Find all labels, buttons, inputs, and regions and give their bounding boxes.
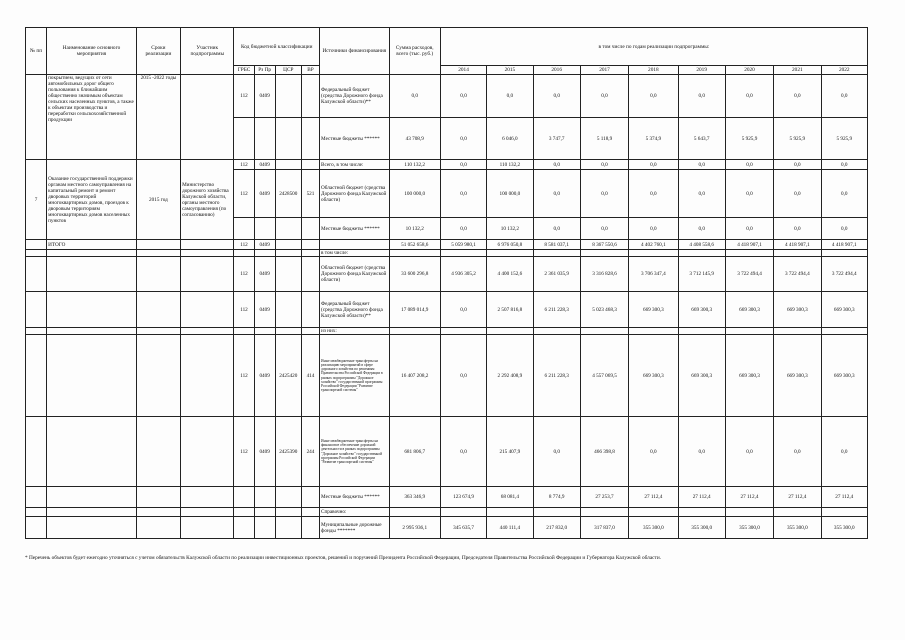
csr-cell: 2428500 xyxy=(275,170,301,218)
year-cell: 217 832,0 xyxy=(533,517,580,539)
year-cell: 0,0 xyxy=(725,417,773,487)
rzpr-cell: 0409 xyxy=(254,292,275,328)
year-cell: 345 635,7 xyxy=(440,517,486,539)
year-cell: 27 112,4 xyxy=(629,487,678,508)
year-cell: 27 253,7 xyxy=(580,487,628,508)
year-cell: 0,0 xyxy=(774,218,821,240)
total-cell: 100 000,0 xyxy=(389,170,440,218)
year-cell: 3 722 494,4 xyxy=(821,257,868,292)
year-cell: 0,0 xyxy=(678,417,725,487)
grbs-cell: 112 xyxy=(234,75,254,118)
year-cell: 0,0 xyxy=(774,160,821,170)
year-cell: 5 374,9 xyxy=(629,118,678,160)
year-header: 2022 xyxy=(821,66,868,75)
table-row xyxy=(26,250,868,257)
year-cell: 0,0 xyxy=(629,160,678,170)
source-cell: Местные бюджеты ****** xyxy=(320,218,389,240)
year-cell: 355 300,0 xyxy=(821,517,868,539)
source-cell: Федеральный бюджет (средства Дорожного фонда Калужской области)** xyxy=(320,292,389,328)
year-cell: 0,0 xyxy=(629,218,678,240)
year-cell: 0,0 xyxy=(440,417,486,487)
year-cell: 6 046,0 xyxy=(487,118,533,160)
rzpr-cell: 0409 xyxy=(254,75,275,118)
grbs-cell: 112 xyxy=(234,417,254,487)
year-cell: 669 300,3 xyxy=(629,292,678,328)
year-cell: 0,0 xyxy=(440,218,486,240)
year-cell: 0,0 xyxy=(821,170,868,218)
year-cell: 3 316 828,6 xyxy=(580,257,628,292)
year-header: 2014 xyxy=(440,66,486,75)
grbs-cell: 112 xyxy=(234,170,254,218)
table-row xyxy=(26,75,868,118)
year-cell: 3 712 145,9 xyxy=(678,257,725,292)
total-cell: 0,0 xyxy=(389,75,440,118)
itogo-label: ИТОГО xyxy=(47,240,137,250)
year-cell: 27 112,4 xyxy=(821,487,868,508)
col-num: № пп xyxy=(26,28,47,75)
year-cell: 4 402 760,1 xyxy=(629,240,678,250)
col-by-year: в том числе по годам реализации подпрограммы: xyxy=(440,28,867,66)
year-cell: 0,0 xyxy=(440,170,486,218)
year-cell: 6 211 228,3 xyxy=(533,335,580,417)
col-grbs: ГРБС xyxy=(234,66,254,75)
year-cell: 669 300,3 xyxy=(774,335,821,417)
table-row xyxy=(26,292,868,328)
year-cell: 0,0 xyxy=(440,292,486,328)
year-cell: 669 300,3 xyxy=(725,335,773,417)
year-cell: 123 674,9 xyxy=(440,487,486,508)
year-cell: 3 722 494,4 xyxy=(725,257,773,292)
source-cell: Иные межбюджетные трансферты на реализацию мероприятий в сфере дорожного хозяйства по решениям Правительства Российской Федерации в рамках подпрограммы "Дорожное хозяйство" государственной программы Российской Федерации "Развитие транспортной системы" xyxy=(320,335,389,417)
source-cell: Областной бюджет (средства Дорожного фонда Калужской области) xyxy=(320,170,389,218)
year-cell: 0,0 xyxy=(725,218,773,240)
year-cell: 0,0 xyxy=(629,75,678,118)
total-cell: 110 132,2 xyxy=(389,160,440,170)
year-cell: 355 300,0 xyxy=(725,517,773,539)
source-cell: Местные бюджеты ****** xyxy=(320,118,389,160)
year-header: 2017 xyxy=(580,66,628,75)
year-cell: 0,0 xyxy=(821,160,868,170)
year-cell: 0,0 xyxy=(533,160,580,170)
year-header: 2016 xyxy=(533,66,580,75)
year-cell: 4 418 907,1 xyxy=(821,240,868,250)
year-cell: 0,0 xyxy=(440,75,486,118)
of-them-label: из них: xyxy=(320,328,389,335)
year-cell: 100 000,0 xyxy=(487,170,533,218)
table-row xyxy=(26,517,868,539)
year-cell: 0,0 xyxy=(629,417,678,487)
col-budget-code: Код бюджетной классификации xyxy=(234,28,320,66)
col-sources: Источники финансирования xyxy=(320,28,389,75)
source-cell: Муниципальные дорожные фонды ******* xyxy=(320,517,389,539)
year-cell: 0,0 xyxy=(774,170,821,218)
activity-term: 2015 -2022 годы xyxy=(136,75,180,160)
year-cell: 4 557 069,5 xyxy=(580,335,628,417)
col-name: Наименование основного мероприятия xyxy=(47,28,137,75)
rzpr-cell: 0409 xyxy=(254,335,275,417)
year-cell: 669 300,3 xyxy=(629,335,678,417)
year-cell: 27 112,4 xyxy=(678,487,725,508)
year-cell: 0,0 xyxy=(678,170,725,218)
year-cell: 669 300,3 xyxy=(821,292,868,328)
year-cell: 0,0 xyxy=(678,160,725,170)
source-cell: Местные бюджеты ****** xyxy=(320,487,389,508)
year-cell: 0,0 xyxy=(725,75,773,118)
year-cell: 669 300,3 xyxy=(678,335,725,417)
year-cell: 8 581 037,1 xyxy=(533,240,580,250)
year-cell: 110 132,2 xyxy=(487,160,533,170)
year-header: 2020 xyxy=(725,66,773,75)
total-cell: 16 407 208,2 xyxy=(389,335,440,417)
year-cell: 2 507 816,8 xyxy=(487,292,533,328)
year-cell: 0,0 xyxy=(678,218,725,240)
col-total: Сумма расходов, всего (тыс. руб.) xyxy=(389,28,440,75)
year-cell: 68 081,4 xyxy=(487,487,533,508)
year-header: 2021 xyxy=(774,66,821,75)
year-cell: 8 774,9 xyxy=(533,487,580,508)
table-row xyxy=(26,335,868,417)
year-cell: 669 300,3 xyxy=(725,292,773,328)
year-cell: 27 112,4 xyxy=(774,487,821,508)
year-cell: 27 112,4 xyxy=(725,487,773,508)
year-cell: 0,0 xyxy=(580,160,628,170)
year-cell: 10 132,2 xyxy=(487,218,533,240)
rzpr-cell: 0409 xyxy=(254,257,275,292)
col-term: Сроки реализации xyxy=(136,28,180,75)
col-vr: ВР xyxy=(301,66,319,75)
table-row xyxy=(26,417,868,487)
activity-name: Оказание государственной поддержки органам местного самоуправления на капитальный ремонт и ремонт дворовых территорий многоквартирных домов, проездов к дворовым территориям многоквартирных домов населенных пунктов xyxy=(47,160,137,240)
year-cell: 4 418 907,1 xyxy=(725,240,773,250)
activity-name: покрытием, ведущих от сети автомобильных дорог общего пользования к ближайшим общественно значимым объектам сельских населенных пунктов, а также к объектам производства и переработки сельскохозяйственной продукции xyxy=(47,75,137,160)
activity-number: 7 xyxy=(26,160,47,240)
total-cell: 33 600 296,8 xyxy=(389,257,440,292)
year-header: 2018 xyxy=(629,66,678,75)
vr-cell: 244 xyxy=(301,417,319,487)
activity-term: 2015 год xyxy=(136,160,180,240)
grbs-cell: 112 xyxy=(234,335,254,417)
year-cell: 440 111,4 xyxy=(487,517,533,539)
grbs-cell: 112 xyxy=(234,240,254,250)
reference-label: Справочно: xyxy=(320,508,389,517)
total-cell: 43 708,9 xyxy=(389,118,440,160)
year-cell: 4 400 152,6 xyxy=(487,257,533,292)
year-cell: 0,0 xyxy=(533,218,580,240)
year-cell: 5 118,9 xyxy=(580,118,628,160)
year-cell: 0,0 xyxy=(725,160,773,170)
rzpr-cell: 0409 xyxy=(254,160,275,170)
total-cell: 17 089 014,9 xyxy=(389,292,440,328)
table-row xyxy=(26,257,868,292)
year-cell: 3 722 494,4 xyxy=(774,257,821,292)
table-row xyxy=(26,487,868,508)
year-cell: 0,0 xyxy=(533,170,580,218)
vr-cell: 521 xyxy=(301,170,319,218)
year-cell: 0,0 xyxy=(580,170,628,218)
year-cell: 355 300,0 xyxy=(774,517,821,539)
year-cell: 8 367 550,6 xyxy=(580,240,628,250)
year-cell: 3 747,7 xyxy=(533,118,580,160)
year-cell: 5 925,9 xyxy=(725,118,773,160)
year-cell: 2 361 035,9 xyxy=(533,257,580,292)
source-cell: Федеральный бюджет (средства Дорожного фонда Калужской области)** xyxy=(320,75,389,118)
year-cell: 0,0 xyxy=(533,417,580,487)
total-cell: 2 995 936,1 xyxy=(389,517,440,539)
total-cell: 363 346,9 xyxy=(389,487,440,508)
year-cell: 0,0 xyxy=(487,75,533,118)
year-cell: 5 023 468,3 xyxy=(580,292,628,328)
source-cell: Областной бюджет (средства Дорожного фонда Калужской области) xyxy=(320,257,389,292)
year-cell: 355 300,0 xyxy=(678,517,725,539)
year-cell: 215 407,9 xyxy=(487,417,533,487)
year-cell: 6 976 050,8 xyxy=(487,240,533,250)
year-cell: 0,0 xyxy=(533,75,580,118)
grbs-cell: 112 xyxy=(234,257,254,292)
year-header: 2015 xyxy=(487,66,533,75)
total-row xyxy=(26,240,868,250)
year-cell: 0,0 xyxy=(821,417,868,487)
year-cell: 0,0 xyxy=(580,218,628,240)
year-cell: 6 211 228,3 xyxy=(533,292,580,328)
year-cell: 4 408 558,6 xyxy=(678,240,725,250)
table-row xyxy=(26,508,868,517)
year-cell: 5 925,9 xyxy=(774,118,821,160)
year-cell: 669 300,3 xyxy=(774,292,821,328)
total-cell: 10 132,2 xyxy=(389,218,440,240)
activity-participant: Министерство дорожного хозяйства Калужской области, органы местного самоуправления (по согласованию) xyxy=(181,160,234,240)
year-cell: 5 925,9 xyxy=(821,118,868,160)
source-cell: Всего, в том числе: xyxy=(320,160,389,170)
year-cell: 0,0 xyxy=(774,417,821,487)
year-cell: 0,0 xyxy=(678,75,725,118)
total-cell: 681 806,7 xyxy=(389,417,440,487)
year-cell: 0,0 xyxy=(440,118,486,160)
footnote: * Перечень объектов будет ежегодно уточняться с учетом обязательств Калужской области по реализации инвестиционных проектов, решений и поручений Президента Российской Федерации, Председателя Правительства Российской Федерации и Губернатора Калужской области. xyxy=(25,555,661,561)
year-cell: 2 292 408,9 xyxy=(487,335,533,417)
year-cell: 3 706 347,4 xyxy=(629,257,678,292)
col-csr: ЦСР xyxy=(275,66,301,75)
year-cell: 0,0 xyxy=(629,170,678,218)
header-row xyxy=(26,28,868,66)
year-cell: 0,0 xyxy=(725,170,773,218)
year-cell: 0,0 xyxy=(821,75,868,118)
grbs-cell: 112 xyxy=(234,160,254,170)
year-header: 2019 xyxy=(678,66,725,75)
year-cell: 317 837,0 xyxy=(580,517,628,539)
rzpr-cell: 0409 xyxy=(254,240,275,250)
year-cell: 5 643,7 xyxy=(678,118,725,160)
rzpr-cell: 0409 xyxy=(254,170,275,218)
year-cell: 0,0 xyxy=(774,75,821,118)
year-cell: 466 398,8 xyxy=(580,417,628,487)
source-cell: Иные межбюджетные трансферты на финансовое обеспечение дорожной деятельности в рамках подпрограммы "Дорожное хозяйство" государственной программы Российской Федерации "Развитие транспортной системы" xyxy=(320,417,389,487)
year-cell: 0,0 xyxy=(440,335,486,417)
table-row xyxy=(26,160,868,170)
year-cell: 0,0 xyxy=(580,75,628,118)
year-cell: 355 300,0 xyxy=(629,517,678,539)
subprogram-finance-table xyxy=(25,27,868,539)
year-cell: 5 059 980,1 xyxy=(440,240,486,250)
year-cell: 669 300,3 xyxy=(678,292,725,328)
total-cell: 51 052 658,6 xyxy=(389,240,440,250)
including-label: в том числе: xyxy=(320,250,389,257)
col-participants: Участник подпрограммы xyxy=(181,28,234,75)
grbs-cell: 112 xyxy=(234,292,254,328)
table-row xyxy=(26,328,868,335)
vr-cell: 414 xyxy=(301,335,319,417)
csr-cell: 2425390 xyxy=(275,417,301,487)
year-cell: 4 418 907,1 xyxy=(774,240,821,250)
col-rzpr: Рз Пр xyxy=(254,66,275,75)
year-cell: 669 300,3 xyxy=(821,335,868,417)
year-cell: 4 936 305,2 xyxy=(440,257,486,292)
csr-cell: 2425420 xyxy=(275,335,301,417)
year-cell: 0,0 xyxy=(440,160,486,170)
rzpr-cell: 0409 xyxy=(254,417,275,487)
year-cell: 0,0 xyxy=(821,218,868,240)
